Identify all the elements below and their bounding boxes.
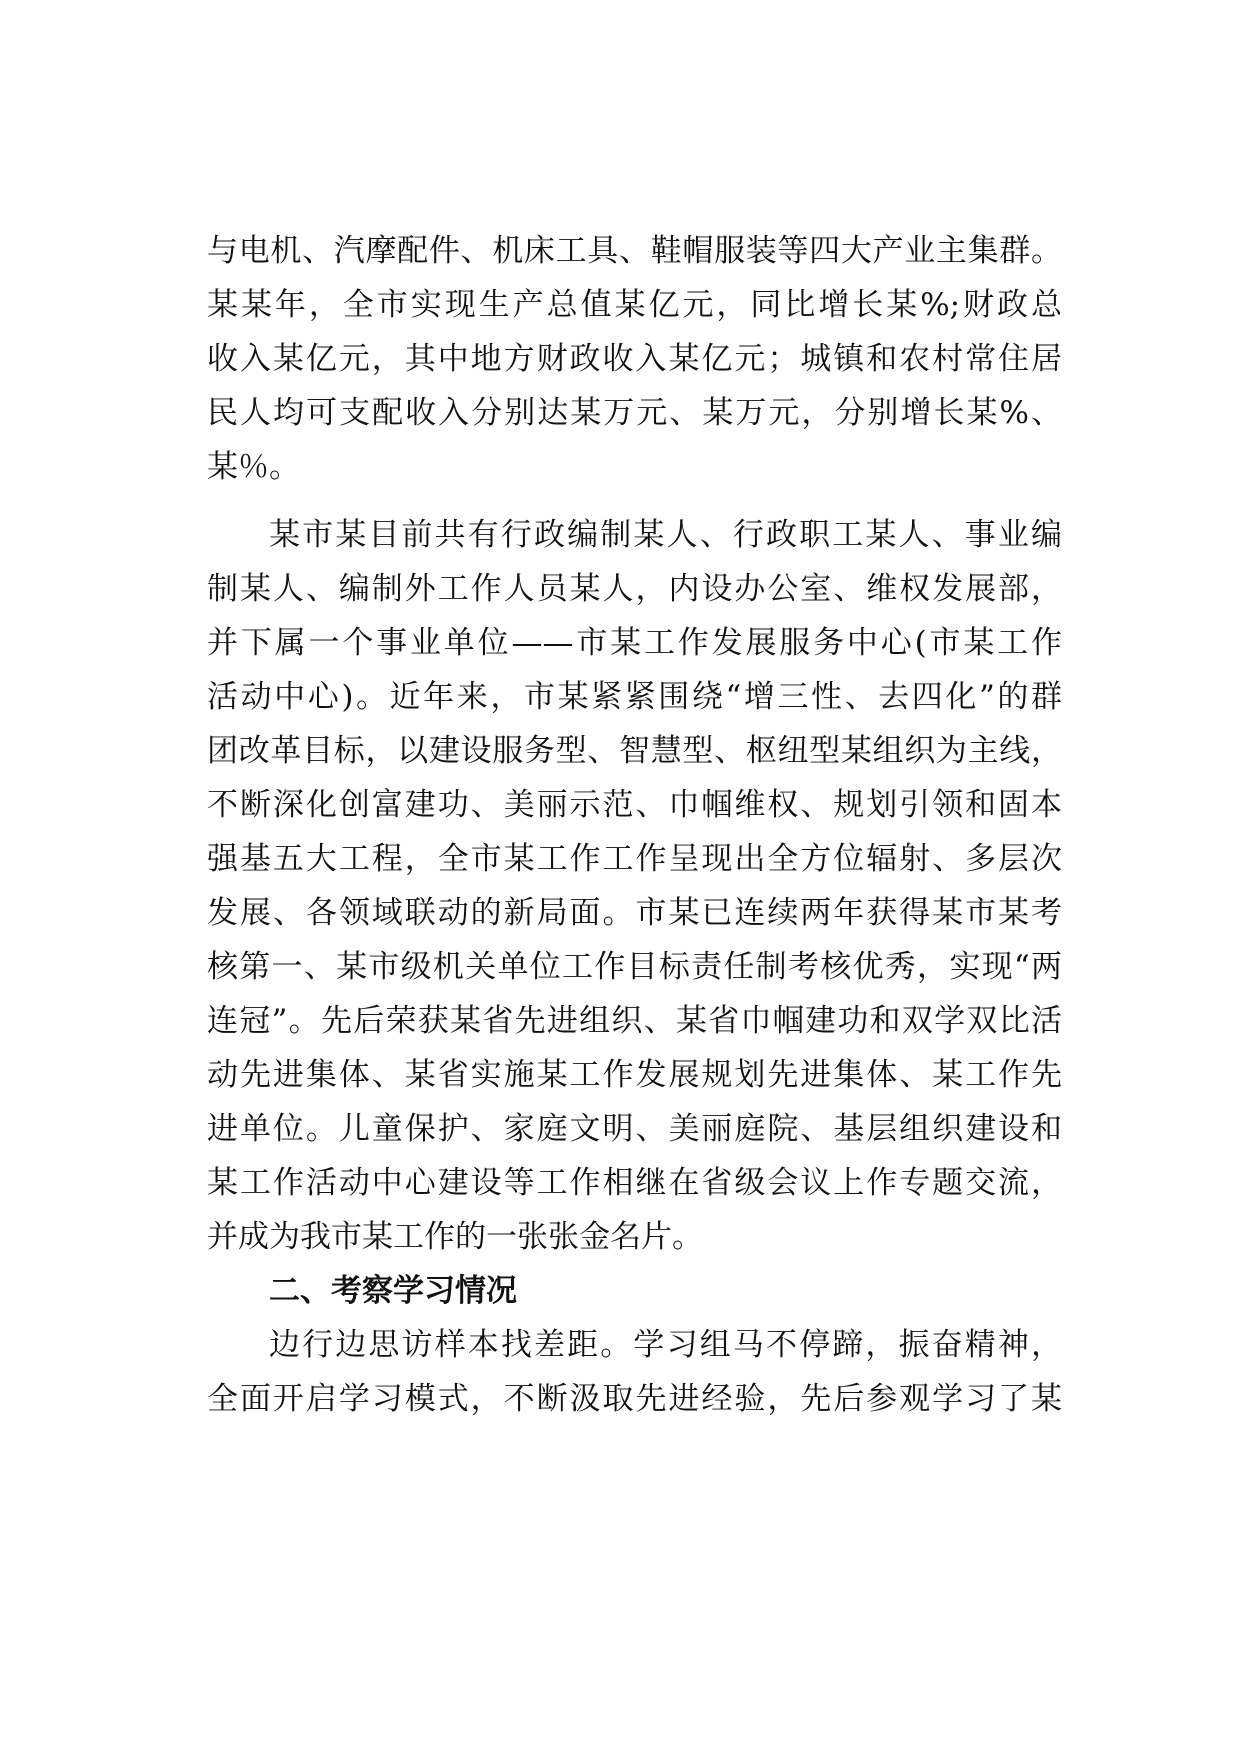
text-line: 并下属一个事业单位——市某工作发展服务中心(市某工作 (207, 625, 1062, 661)
text-line: 发展、各领域联动的新局面。市某已连续两年获得某市某考 (207, 895, 1062, 931)
text-line: 连冠”。先后荣获某省先进组织、某省巾帼建功和双学双比活 (207, 1003, 1062, 1039)
paragraph-gap (207, 494, 1062, 508)
text-line: 强基五大工程，全市某工作工作呈现出全方位辐射、多层次 (207, 841, 1062, 877)
text-line: 活动中心)。近年来，市某紧紧围绕“增三性、去四化”的群 (207, 679, 1062, 715)
paragraph-1 (207, 224, 1062, 494)
text-line: 与电机、汽摩配件、机床工具、鞋帽服装等四大产业主集群。 (207, 233, 1062, 269)
text-line: 并成为我市某工作的一张张金名片。 (207, 1219, 703, 1255)
text-line: 某某年，全市实现生产总值某亿元，同比增长某%;财政总 (207, 287, 1062, 323)
paragraph-3 (207, 1318, 1062, 1426)
text-line: 民人均可支配收入分别达某万元、某万元，分别增长某%、 (207, 395, 1062, 431)
document-body (207, 224, 1062, 1426)
text-line: 某工作活动中心建设等工作相继在省级会议上作专题交流， (207, 1165, 1062, 1201)
text-line: 全面开启学习模式，不断汲取先进经验，先后参观学习了某 (207, 1381, 1062, 1417)
section-heading: 二、考察学习情况 (269, 1273, 517, 1309)
paragraph-2 (207, 508, 1062, 1264)
text-line: 动先进集体、某省实施某工作发展规划先进集体、某工作先 (207, 1057, 1062, 1093)
text-line: 收入某亿元，其中地方财政收入某亿元；城镇和农村常住居 (207, 341, 1062, 377)
text-line: 某％。 (207, 449, 300, 485)
text-line: 某市某目前共有行政编制某人、行政职工某人、事业编 (269, 517, 1062, 553)
text-line: 进单位。儿童保护、家庭文明、美丽庭院、基层组织建设和 (207, 1111, 1062, 1147)
text-line: 制某人、编制外工作人员某人，内设办公室、维权发展部， (207, 571, 1062, 607)
text-line: 边行边思访样本找差距。学习组马不停蹄，振奋精神， (269, 1327, 1062, 1363)
text-line: 团改革目标，以建设服务型、智慧型、枢纽型某组织为主线， (207, 733, 1062, 769)
text-line: 不断深化创富建功、美丽示范、巾帼维权、规划引领和固本 (207, 787, 1062, 823)
text-line: 核第一、某市级机关单位工作目标责任制考核优秀，实现“两 (207, 949, 1062, 985)
